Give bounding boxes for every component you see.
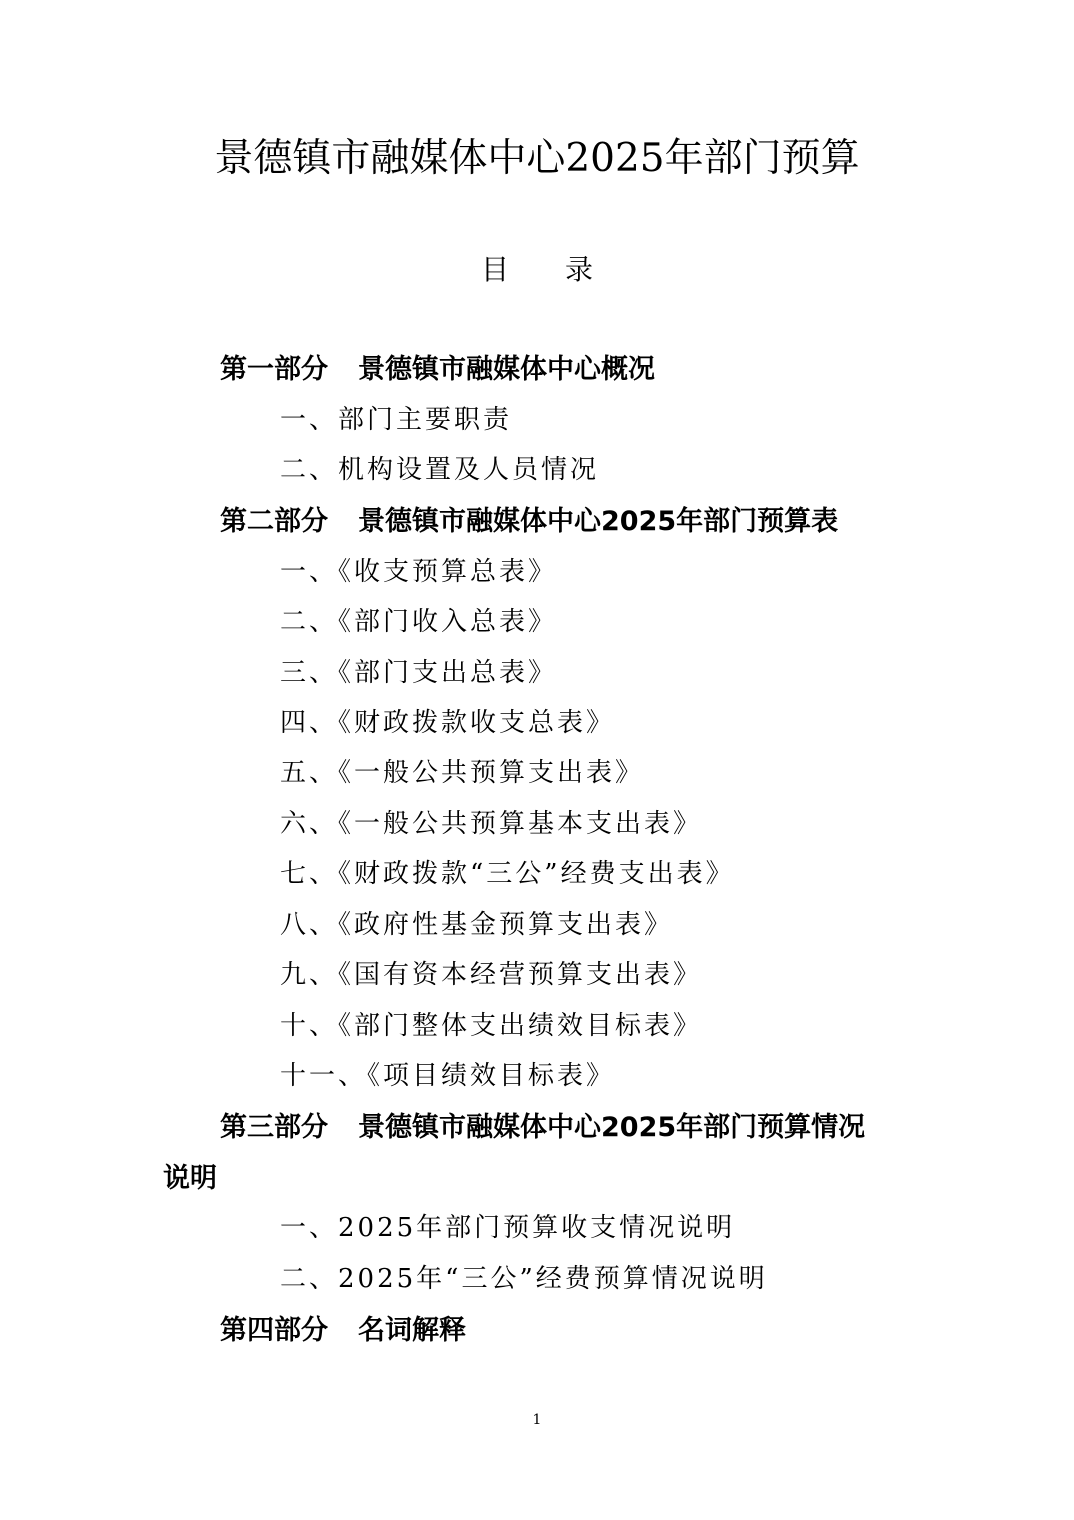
toc-part-title: 名词解释 xyxy=(358,1315,466,1346)
toc-item[interactable]: 八、《政府性基金预算支出表》 xyxy=(280,910,674,940)
toc-part-2[interactable] xyxy=(220,503,838,541)
toc-part-number: 第四部分 xyxy=(220,1315,328,1346)
page-number: 1 xyxy=(532,1412,542,1428)
toc-item[interactable]: 九、《国有资本经营预算支出表》 xyxy=(280,960,703,990)
page-title: 景德镇市融媒体中心2025年部门预算 xyxy=(214,136,860,181)
toc-part-title: 景德镇市融媒体中心概况 xyxy=(358,354,655,385)
toc-item[interactable]: 七、《财政拨款“三公”经费支出表》 xyxy=(280,859,735,889)
toc-part-4[interactable] xyxy=(220,1312,466,1350)
toc-part-number: 第一部分 xyxy=(220,354,328,385)
toc-item[interactable]: 十、《部门整体支出绩效目标表》 xyxy=(280,1011,703,1041)
toc-item[interactable]: 二、机构设置及人员情况 xyxy=(280,455,600,485)
toc-part-3-title-continued[interactable]: 说明 xyxy=(163,1163,217,1194)
toc-item[interactable]: 一、部门主要职责 xyxy=(280,405,513,435)
toc-part-number: 第三部分 xyxy=(220,1112,328,1143)
toc-part-number: 第二部分 xyxy=(220,506,328,537)
toc-part-3[interactable] xyxy=(220,1109,865,1147)
toc-item[interactable]: 五、《一般公共预算支出表》 xyxy=(280,758,645,788)
toc-item[interactable]: 十一、《项目绩效目标表》 xyxy=(280,1061,616,1091)
toc-part-title: 景德镇市融媒体中心2025年部门预算表 xyxy=(358,506,839,537)
toc-part-title: 景德镇市融媒体中心2025年部门预算情况 xyxy=(358,1112,866,1143)
toc-item[interactable]: 二、《部门收入总表》 xyxy=(280,607,558,637)
toc-item[interactable]: 三、《部门支出总表》 xyxy=(280,658,558,688)
toc-item[interactable]: 六、《一般公共预算基本支出表》 xyxy=(280,809,703,839)
toc-item[interactable]: 一、2025年部门预算收支情况说明 xyxy=(280,1213,736,1243)
toc-item[interactable]: 一、《收支预算总表》 xyxy=(280,557,558,587)
toc-item[interactable]: 二、2025年“三公”经费预算情况说明 xyxy=(280,1264,768,1294)
toc-heading: 目录 xyxy=(480,253,649,286)
toc-item[interactable]: 四、《财政拨款收支总表》 xyxy=(280,708,616,738)
toc-part-1[interactable] xyxy=(220,351,655,389)
